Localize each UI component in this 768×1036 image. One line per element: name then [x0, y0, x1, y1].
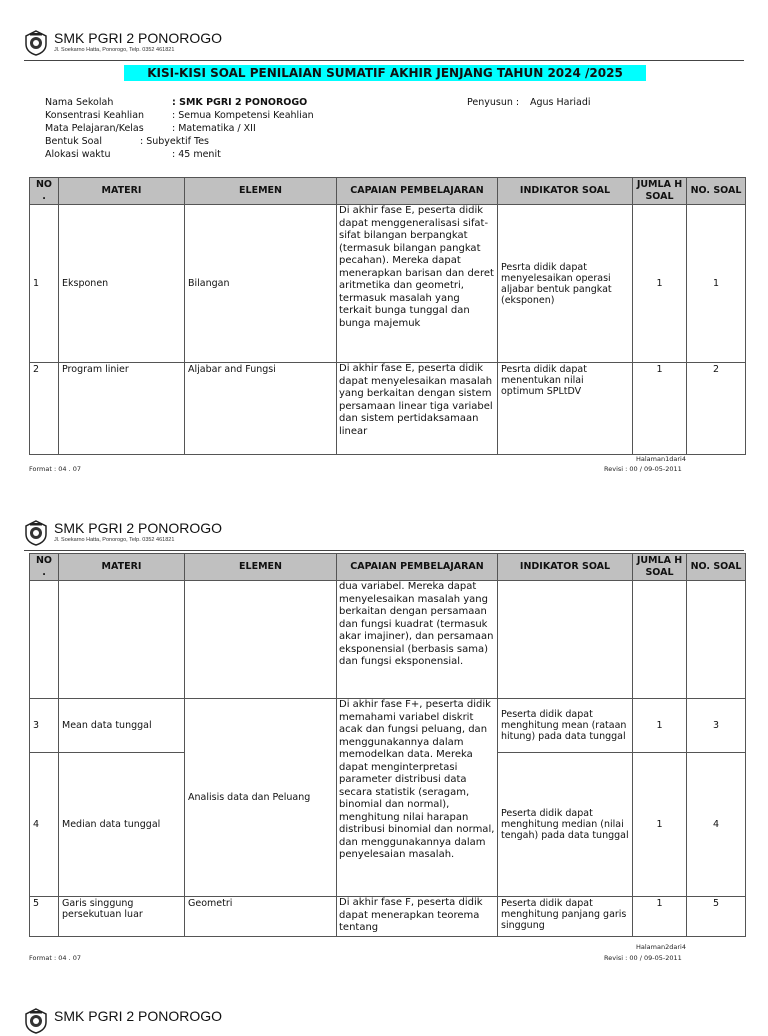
header-jumlah: JUMLA H SOAL	[633, 178, 687, 205]
cell-capaian: Di akhir fase F, peserta didik dapat menerapkan teorema tentang	[337, 897, 498, 937]
cell-no-soal: 5	[687, 897, 746, 937]
cell-no-soal: 2	[687, 363, 746, 455]
cell-no: 2	[30, 363, 59, 455]
mapel-label: Mata Pelajaran/Kelas	[45, 123, 144, 134]
header-materi: MATERI	[59, 554, 185, 581]
school-name: SMK PGRI 2 PONOROGO	[54, 520, 223, 536]
cell-jumlah: 1	[633, 205, 687, 363]
school-name: SMK PGRI 2 PONOROGO	[54, 1008, 223, 1024]
cell-no-soal: 1	[687, 205, 746, 363]
cell-jumlah: 1	[633, 699, 687, 753]
alokasi-label: Alokasi waktu	[45, 149, 111, 160]
cell-jumlah: 1	[633, 363, 687, 455]
penyusun-value: Agus Hariadi	[530, 97, 591, 108]
cell-indikator: Pesrta didik dapat menentukan nilai optimum SPLtDV	[498, 363, 633, 455]
cell-materi: Median data tunggal	[59, 753, 185, 897]
cell-indikator: Peserta didik dapat menghitung mean (rataan hitung) pada data tunggal	[498, 699, 633, 753]
header-no-soal: NO. SOAL	[687, 178, 746, 205]
alokasi-value: : 45 menit	[172, 149, 221, 160]
cell-no-soal: 3	[687, 699, 746, 753]
cell-elemen: Bilangan	[185, 205, 337, 363]
cell-jumlah: 1	[633, 897, 687, 937]
cell-materi: Mean data tunggal	[59, 699, 185, 753]
mapel-value: : Matematika / XII	[172, 123, 256, 134]
bentuk-soal-value: : Subyektif Tes	[140, 136, 209, 147]
header-capaian: CAPAIAN PEMBELAJARAN	[337, 554, 498, 581]
konsentrasi-value: : Semua Kompetensi Keahlian	[172, 110, 314, 121]
nama-sekolah-value: : SMK PGRI 2 PONOROGO	[172, 97, 308, 108]
cell-indikator: Peserta didik dapat menghitung median (nilai tengah) pada data tunggal	[498, 753, 633, 897]
header-no-soal: NO. SOAL	[687, 554, 746, 581]
cell-materi: Garis singgung persekutuan luar	[59, 897, 185, 937]
cell-elemen: Geometri	[185, 897, 337, 937]
cell-indikator: Pesrta didik dapat menyelesaikan operasi aljabar bentuk pangkat (eksponen)	[498, 205, 633, 363]
cell-capaian: Di akhir fase F+, peserta didik memahami variabel diskrit acak dan fungsi peluang, dan menggunakannya dalam memodelkan data. Mereka dapat menginterpretasi parameter distribusi data secara statistik (seragam, binomial dan normal), menghitung nilai harapan distribusi binomial dan normal, dan menggunakannya dalam penyelesaian masalah.	[337, 699, 498, 897]
school-name: SMK PGRI 2 PONOROGO	[54, 30, 223, 46]
header-no: NO .	[30, 554, 59, 581]
cell-capaian: Di akhir fase E, peserta didik dapat menyelesaikan masalah yang berkaitan dengan sistem persamaan linear tiga variabel dan sistem pertidaksamaan linear	[337, 363, 498, 455]
cell-capaian: Di akhir fase E, peserta didik dapat menggeneralisasi sifat-sifat bilangan berpangkat (termasuk bilangan pangkat pecahan). Mereka dapat menerapkan barisan dan deret aritmetika dan geometri, termasuk masalah yang terkait bunga tunggal dan bunga majemuk	[337, 205, 498, 363]
header-elemen: ELEMEN	[185, 554, 337, 581]
format-code-1: Format : 04 . 07	[29, 465, 81, 473]
header-capaian: CAPAIAN PEMBELAJARAN	[337, 178, 498, 205]
header-jumlah: JUMLA H SOAL	[633, 554, 687, 581]
revisi-code-1: Revisi : 00 / 09-05-2011	[604, 465, 682, 473]
cell-elemen: Aljabar and Fungsi	[185, 363, 337, 455]
cell-indikator: Peserta didik dapat menghitung panjang garis singgung	[498, 897, 633, 937]
page-number-2: Halaman2dari4	[636, 943, 686, 951]
header-indikator: INDIKATOR SOAL	[498, 178, 633, 205]
document-title: KISI-KISI SOAL PENILAIAN SUMATIF AKHIR JENJANG TAHUN 2024 /2025	[124, 65, 646, 81]
page-number-1: Halaman1dari4	[636, 455, 686, 463]
cell-elemen: Analisis data dan Peluang	[185, 699, 337, 897]
revisi-code-2: Revisi : 00 / 09-05-2011	[604, 954, 682, 962]
cell-jumlah: 1	[633, 753, 687, 897]
cell-no: 3	[30, 699, 59, 753]
cell-no-soal: 4	[687, 753, 746, 897]
konsentrasi-label: Konsentrasi Keahlian	[45, 110, 145, 121]
school-address: Jl. Soekarno Hatta, Ponorogo, Telp. 0352 461821	[54, 537, 175, 543]
cell-materi: Program linier	[59, 363, 185, 455]
nama-sekolah-label: Nama Sekolah	[45, 97, 114, 108]
cell-materi: Eksponen	[59, 205, 185, 363]
header-elemen: ELEMEN	[185, 178, 337, 205]
cell-capaian: dua variabel. Mereka dapat menyelesaikan masalah yang berkaitan dengan persamaan dan fungsi kuadrat (termasuk akar imajiner), dan persamaan eksponensial (berbasis sama) dan fungsi eksponensial.	[337, 581, 498, 699]
school-logo-icon	[24, 1008, 48, 1034]
header-indikator: INDIKATOR SOAL	[498, 554, 633, 581]
cell-no: 4	[30, 753, 59, 897]
school-address: Jl. Soekarno Hatta, Ponorogo, Telp. 0352 461821	[54, 47, 175, 53]
penyusun-label: Penyusun :	[467, 97, 520, 108]
cell-no: 1	[30, 205, 59, 363]
header-materi: MATERI	[59, 178, 185, 205]
header-no: NO .	[30, 178, 59, 205]
cell-no: 5	[30, 897, 59, 937]
format-code-2: Format : 04 . 07	[29, 954, 81, 962]
bentuk-soal-label: Bentuk Soal	[45, 136, 102, 147]
letterhead	[24, 1008, 324, 1036]
